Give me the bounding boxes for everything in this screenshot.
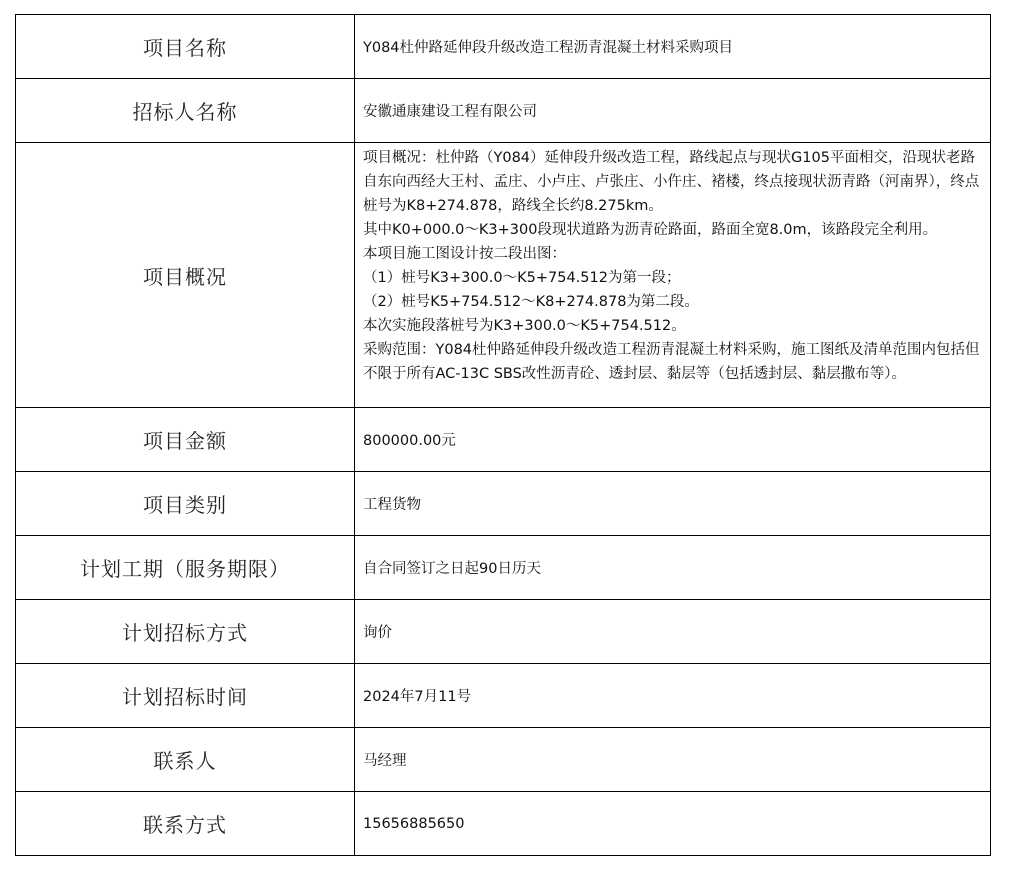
- overview-paragraph: 本项目施工图设计按二段出图：: [363, 246, 566, 262]
- label-planned-duration: 计划工期（服务期限）: [16, 536, 355, 600]
- overview-paragraph: 本次实施段落桩号为K3+300.0～K5+754.512。: [363, 318, 686, 334]
- project-info-table: [15, 14, 991, 856]
- row-tender-time: [16, 664, 991, 728]
- value-project-amount: 800000.00元: [355, 408, 991, 472]
- label-contact-person: 联系人: [16, 728, 355, 792]
- label-project-overview: 项目概况: [16, 143, 355, 408]
- row-planned-duration: [16, 536, 991, 600]
- value-contact-person: 马经理: [355, 728, 991, 792]
- value-tender-time: 2024年7月11号: [355, 664, 991, 728]
- label-project-amount: 项目金额: [16, 408, 355, 472]
- label-project-category: 项目类别: [16, 472, 355, 536]
- row-project-category: [16, 472, 991, 536]
- overview-paragraph: 其中K0+000.0～K3+300段现状道路为沥青砼路面，路面全宽8.0m，该路段完全利用。: [363, 222, 938, 238]
- value-planned-duration: 自合同签订之日起90日历天: [355, 536, 991, 600]
- label-tender-method: 计划招标方式: [16, 600, 355, 664]
- value-tenderer-name: 安徽通康建设工程有限公司: [355, 79, 991, 143]
- row-tenderer-name: [16, 79, 991, 143]
- row-project-name: [16, 15, 991, 79]
- overview-paragraph: （1）桩号K3+300.0～K5+754.512为第一段；: [363, 270, 681, 286]
- label-contact-method: 联系方式: [16, 792, 355, 856]
- label-tender-time: 计划招标时间: [16, 664, 355, 728]
- row-contact-method: [16, 792, 991, 856]
- row-project-overview: [16, 143, 991, 408]
- value-contact-method: 15656885650: [355, 792, 991, 856]
- row-tender-method: [16, 600, 991, 664]
- value-project-category: 工程货物: [355, 472, 991, 536]
- value-project-overview: [355, 143, 991, 408]
- label-tenderer-name: 招标人名称: [16, 79, 355, 143]
- overview-paragraph: 项目概况：杜仲路（Y084）延伸段升级改造工程，路线起点与现状G105平面相交，沿现状老路自东向西经大王村、孟庄、小卢庄、卢张庄、小仵庄、褚楼，终点接现状沥青路（河南界），终点桩号为K8+274.878，路线全长约8.275km。: [363, 150, 980, 214]
- value-project-name: Y084杜仲路延伸段升级改造工程沥青混凝土材料采购项目: [355, 15, 991, 79]
- label-project-name: 项目名称: [16, 15, 355, 79]
- value-tender-method: 询价: [355, 600, 991, 664]
- row-contact-person: [16, 728, 991, 792]
- row-project-amount: [16, 408, 991, 472]
- overview-paragraph: （2）桩号K5+754.512～K8+274.878为第二段。: [363, 294, 699, 310]
- overview-paragraph: 采购范围：Y084杜仲路延伸段升级改造工程沥青混凝土材料采购，施工图纸及清单范围内包括但不限于所有AC-13C SBS改性沥青砼、透封层、黏层等（包括透封层、黏层撒布等）。: [363, 342, 980, 382]
